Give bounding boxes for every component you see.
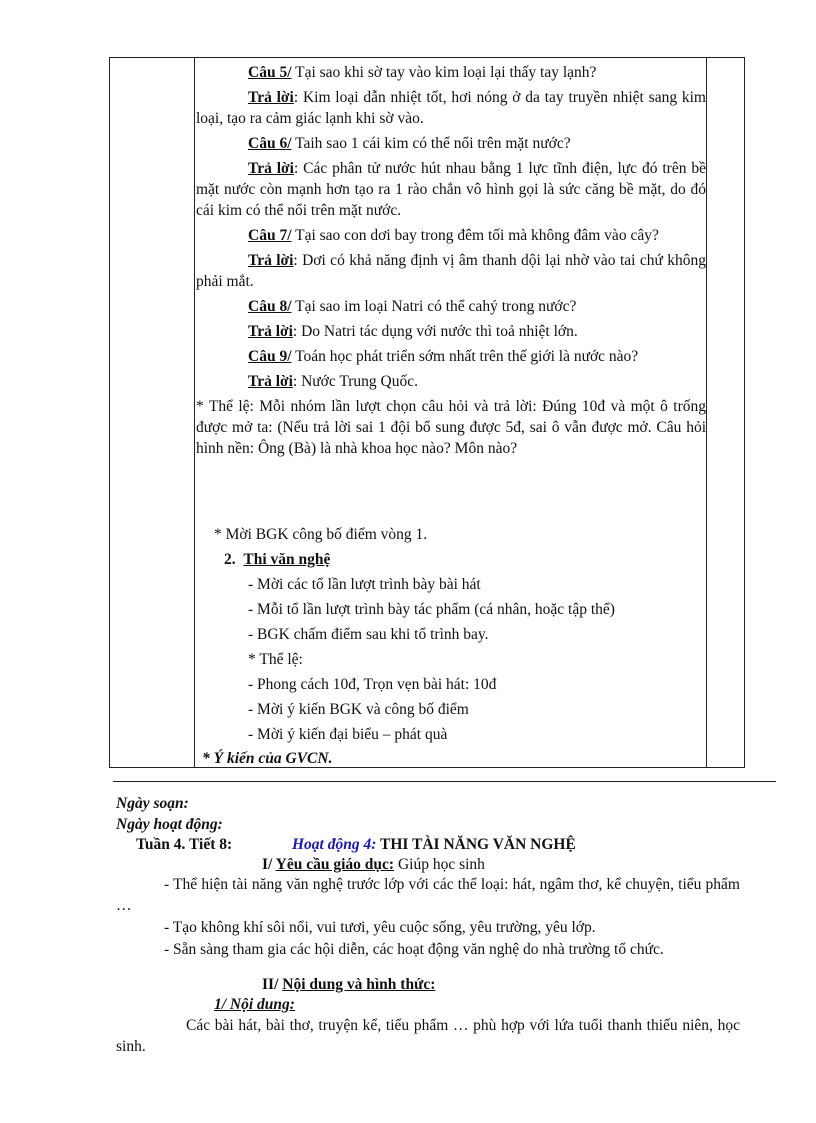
list-item: - Mỗi tổ lần lượt trình bày tác phẩm (cá nhân, hoặc tập thể) [248,601,615,618]
teacher-opinion: * Ý kiến của GVCN. [202,750,333,767]
requirements-list [116,874,740,960]
answer-5: Trả lời: Kim loại dẫn nhiệt tốt, hơi nóng ở da tay truyền nhiệt sang kim loại, tạo ra cảm giác lạnh khi sờ vào. [196,89,706,127]
divider [113,781,776,782]
answer-9: Trả lời: Nước Trung Quốc. [248,373,418,390]
list-item: - Mời các tổ lần lượt trình bày bài hát [248,576,481,593]
question-5: Câu 5/ Tại sao khi sờ tay vào kim loại lại thấy tay lạnh? [248,64,597,81]
week-period: Tuần 4. Tiết 8: [136,836,233,853]
content-heading: II/ Nội dung và hình thức: [262,976,436,993]
list-item: - Mời ý kiến BGK và công bố điểm [248,701,469,718]
section-2-heading: 2. Thi văn nghệ [224,551,331,568]
activity-title: Hoạt động 4: THI TÀI NĂNG VĂN NGHỆ [292,836,576,853]
answer-7: Trả lời: Dơi có khả năng định vị âm thanh dội lại nhờ vào tai chứ không phải mắt. [196,252,706,290]
list-item: - Sẵn sàng tham gia các hội diễn, các hoạt động văn nghệ do nhà trường tổ chức. [164,941,664,958]
list-item: - Phong cách 10đ, Trọn vẹn bài hát: 10đ [248,676,497,693]
question-7: Câu 7/ Tại sao con dơi bay trong đêm tối mà không đâm vào cây? [248,227,659,244]
question-9: Câu 9/ Toán học phát triển sớm nhất trên thế giới là nước nào? [248,348,639,365]
rule-text: * Thể lệ: Mỗi nhóm lần lượt chọn câu hỏi và trả lời: Đúng 10đ và một ô trống được mở ta: (Nếu trả lời sai 1 đội bổ sung được 5đ, sai ô vẫn được mở. Câu hỏi hình nền: Ông (Bà) là nhà khoa học nào? Môn nào? [196,398,706,457]
list-item: - Tạo không khí sôi nổi, vui tươi, yêu cuộc sống, yêu trường, yêu lớp. [164,919,596,936]
content-text: Các bài hát, bài thơ, truyện kể, tiểu phẩm … phù hợp với lứa tuổi thanh thiếu niên, học sinh. [116,1017,740,1055]
list-item: - Thể hiện tài năng văn nghệ trước lớp với các thể loại: hát, ngâm thơ, kể chuyện, tiểu phẩm … [116,876,740,914]
sub-heading: 1/ Nội dung: [214,996,295,1013]
question-6: Câu 6/ Taih sao 1 cái kim có thể nổi trên mặt nước? [248,135,571,152]
invite-line: * Mời BGK công bố điểm vòng 1. [214,526,428,543]
requirements-heading: I/ Yêu cầu giáo dục: Giúp học sinh [262,856,485,873]
question-8: Câu 8/ Tại sao im loại Natri có thể cahý trong nước? [248,298,577,315]
table-divider [706,58,707,767]
activity-table [109,57,745,768]
list-item: - BGK chấm điểm sau khi tổ trình bay. [248,626,489,643]
content-paragraph [116,1015,740,1057]
prep-date: Ngày soạn: [116,795,189,812]
answer-6: Trả lời: Các phân tử nước hút nhau bằng 1 lực tĩnh điện, lực đó trên bề mặt nước còn mạnh hơn tạo ra 1 rào chắn vô hình gọi là sức căng bề mặt, do đó cái kim có thể nổi trên mặt nước. [196,160,707,219]
answer-8: Trả lời: Do Natri tác dụng với nước thì toả nhiệt lớn. [248,323,578,340]
activity-date: Ngày hoạt động: [116,816,223,833]
table-divider [194,58,195,767]
list-item: - Mời ý kiến đại biểu – phát quà [248,726,448,743]
content-cell [196,62,706,459]
list-item: * Thể lệ: [248,651,303,668]
